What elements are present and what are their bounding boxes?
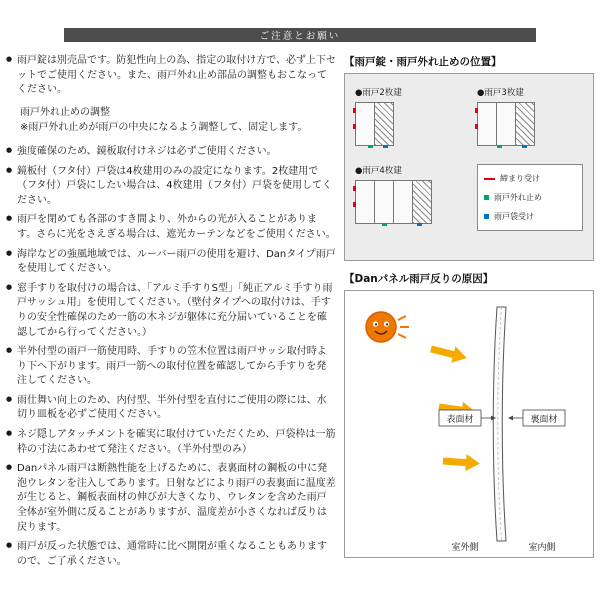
legend-label: 締まり受け xyxy=(500,174,540,183)
note-item xyxy=(6,54,336,98)
lock-catch-marker xyxy=(353,124,356,129)
notice-header-bar xyxy=(64,28,536,42)
front-material-callout xyxy=(439,410,496,426)
note-text: 雨戸錠は別売品です。防犯性向上の為、指定の取付け方で、必ず上下セットでご使用ください。また、雨戸外れ止め部品の調整もおこなってください。 xyxy=(17,55,336,96)
indoor-side-label: 室内側 xyxy=(528,543,556,553)
notice-title: ご注意とお願い xyxy=(259,31,341,42)
diagram-4-panel xyxy=(355,164,431,231)
bullet-icon: ● xyxy=(6,429,13,438)
outdoor-side-label: 室外側 xyxy=(451,543,479,553)
note-item xyxy=(6,540,336,569)
legend-row xyxy=(484,211,576,222)
detach-stopper-marker xyxy=(368,145,373,148)
note-item xyxy=(6,394,336,423)
note-text: ※雨戸外れ止めが雨戸の中央になるよう調整して、固定します。 xyxy=(20,122,308,134)
note-text: 鏡板付（フタ付）戸袋は4枚建用のみの設定になります。2枚建用で（フタ付）戸袋にしたい場合は、4枚建用（フタ付）戸袋を使用してください。 xyxy=(17,165,332,206)
legend-row xyxy=(484,192,576,203)
bullet-icon: ● xyxy=(6,55,13,63)
note-text: 海岸などの強風地域では、ルーバー雨戸の使用を避け、Danタイプ雨戸を使用してください。 xyxy=(17,248,336,275)
lock-catch-marker xyxy=(353,202,356,207)
lock-catch-marker xyxy=(475,108,478,113)
note-text: 雨仕舞い向上のため、内付型、半外付型を直付にご使用の際には、水切り皿板を必ずご使用ください。 xyxy=(17,394,327,421)
front-material-label: 表面材 xyxy=(446,415,474,425)
diagram-3-panel xyxy=(477,86,583,146)
note-item xyxy=(6,462,336,535)
lock-catch-legend-icon xyxy=(484,178,495,180)
sun-icon xyxy=(366,312,409,342)
pocket-catch-marker xyxy=(383,145,388,148)
shutter-panel-hatched xyxy=(374,102,394,146)
note-text: 半外付型の雨戸一筋使用時、手すりの笠木位置は雨戸サッシ取付時より下へ下がります。雨戸一筋への取付位置を確認してから手すりを発注してください。 xyxy=(17,346,327,387)
note-item xyxy=(6,248,336,277)
shutter-panel xyxy=(374,180,394,224)
diagram-2-panel-label: ●雨戸2枚建 xyxy=(355,88,402,98)
note-text: 雨戸を閉めても各部のすき間より、外からの光が入ることがあります。さらに光をさえぎる場合は、遮光カーテンなどをご使用ください。 xyxy=(17,214,336,240)
shutter-panels-4 xyxy=(355,180,431,224)
legend xyxy=(477,164,583,231)
legend-row xyxy=(484,173,576,184)
shutter-position-figure xyxy=(344,73,594,261)
shutter-panel xyxy=(355,180,375,224)
lock-catch-marker xyxy=(353,186,356,191)
bullet-icon: ● xyxy=(6,214,13,223)
diagram-3-panel-label: ●雨戸3枚建 xyxy=(477,88,524,98)
detach-stopper-marker xyxy=(382,223,387,226)
note-item xyxy=(6,428,336,457)
figure1-title: 【雨戸錠・雨戸外れ止めの位置】 xyxy=(344,56,502,68)
note-text: ネジ隠しアタッチメントを確実に取付けていただくため、戸袋枠は一筋枠の寸法にあわせて発注ください。（半外付型のみ） xyxy=(17,429,336,455)
shutter-panel-hatched xyxy=(412,180,432,224)
shutter-panel xyxy=(355,102,375,146)
adjustment-subheading xyxy=(6,106,336,121)
note-item xyxy=(6,282,336,340)
note-text: 窓手すりを取付けの場合は、「アルミ手すりS型」「純正アルミ手すり雨戸サッシュ用」を使用してください。（壁付タイプへの取付けは、手すりの安全性確保のため一筋の木ネジが躯体に充分届いていることを確認してから行ってください。） xyxy=(17,282,333,338)
legend-label: 雨戸外れ止め xyxy=(494,193,542,202)
detach-stopper-legend-icon xyxy=(484,195,489,200)
note-item xyxy=(6,213,336,242)
bullet-icon: ● xyxy=(6,282,13,291)
note-text: Danパネル雨戸は断熱性能を上げるために、表裏面材の鋼板の中に発泡ウレタンを注入してあります。日射などにより雨戸の表裏面に温度差が生じると、鋼板表面材の伸びが大きくなり、ウレタンを含めた雨戸全体が室外側に反ることがありますが、温度差が小さくなれば反りは戻ります。 xyxy=(17,463,336,533)
legend-label: 雨戸袋受け xyxy=(494,212,534,221)
note-item xyxy=(6,165,336,209)
bullet-icon: ● xyxy=(6,346,13,355)
bullet-icon: ● xyxy=(6,248,13,257)
diagram-4-panel-label: ●雨戸4枚建 xyxy=(355,166,402,176)
lock-catch-marker xyxy=(475,124,478,129)
warp-cause-diagram xyxy=(345,291,593,557)
subheading-text: 雨戸外れ止めの調整 xyxy=(20,106,110,118)
shutter-panel-section xyxy=(493,307,506,541)
heat-arrows-icon xyxy=(429,341,481,472)
diagram-2-panel xyxy=(355,86,431,146)
figures-column xyxy=(344,54,594,574)
shutter-panel xyxy=(393,180,413,224)
bullet-icon: ● xyxy=(6,145,13,154)
content xyxy=(6,54,594,574)
adjustment-note xyxy=(6,121,336,136)
back-material-label: 裏面材 xyxy=(530,415,558,425)
shutter-panels-2 xyxy=(355,102,393,146)
note-item xyxy=(6,345,336,389)
lock-catch-marker xyxy=(353,108,356,113)
figure2-title: 【Danパネル雨戸反りの原因】 xyxy=(344,273,494,285)
notes-column xyxy=(6,54,336,574)
pocket-catch-marker xyxy=(522,145,527,148)
bullet-icon: ● xyxy=(6,541,13,550)
detach-stopper-marker xyxy=(497,145,502,148)
back-material-callout xyxy=(508,410,565,426)
note-item xyxy=(6,145,336,160)
bullet-icon: ● xyxy=(6,165,13,174)
warp-cause-figure xyxy=(344,290,594,558)
shutter-panel xyxy=(496,102,516,146)
bullet-icon: ● xyxy=(6,394,13,403)
note-text: 強度確保のため、鏡板取付けネジは必ずご使用ください。 xyxy=(17,145,277,157)
pocket-catch-marker xyxy=(417,223,422,226)
pocket-catch-legend-icon xyxy=(484,214,489,219)
bullet-icon: ● xyxy=(6,463,13,472)
note-text: 雨戸が反った状態では、通常時に比べ開閉が重くなることもありますので、ご了承ください。 xyxy=(17,541,327,567)
shutter-panel xyxy=(477,102,497,146)
shutter-panels-3 xyxy=(477,102,534,146)
shutter-panel-hatched xyxy=(515,102,535,146)
